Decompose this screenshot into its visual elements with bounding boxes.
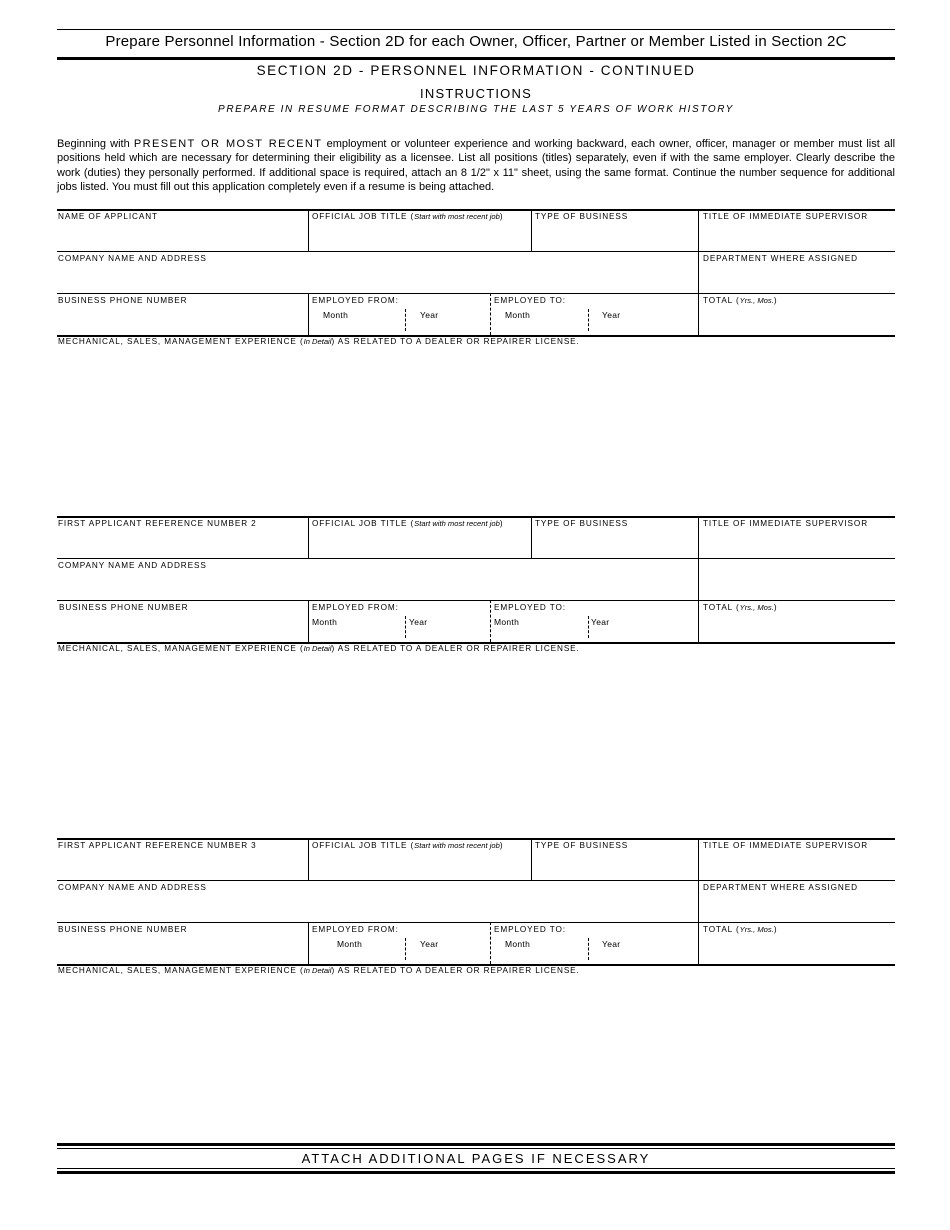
header-top-rule <box>57 29 895 30</box>
employed-to-label: EMPLOYED TO: <box>494 296 566 305</box>
total-label: TOTAL (Yrs., Mos.) <box>703 603 778 612</box>
applicant-name-label: NAME OF APPLICANT <box>58 212 158 221</box>
footer-bottom-rule-thick <box>57 1171 895 1174</box>
to-month-label: Month <box>505 939 531 949</box>
attach-pages-notice: ATTACH ADDITIONAL PAGES IF NECESSARY <box>301 1151 651 1166</box>
company-name-address-label: COMPANY NAME AND ADDRESS <box>58 254 207 263</box>
employed-from-label: EMPLOYED FROM: <box>312 925 399 934</box>
from-year-label: Year <box>409 617 428 627</box>
employed-from-label: EMPLOYED FROM: <box>312 603 399 612</box>
footer-bottom-rule-thin <box>57 1168 895 1169</box>
employed-from-label: EMPLOYED FROM: <box>312 296 399 305</box>
footer-top-rule-thin <box>57 1148 895 1149</box>
from-month-label: Month <box>312 617 338 627</box>
employed-to-label: EMPLOYED TO: <box>494 603 566 612</box>
header-bottom-rule <box>57 57 895 60</box>
experience-label: MECHANICAL, SALES, MANAGEMENT EXPERIENCE (In Detail) AS RELATED TO A DEALER OR REPAIRER LICENSE. <box>58 337 580 346</box>
job-title-label: OFFICIAL JOB TITLE (Start with most recent job) <box>312 519 504 528</box>
section-title: SECTION 2D - PERSONNEL INFORMATION - CONTINUED <box>256 63 696 78</box>
department-label: DEPARTMENT WHERE ASSIGNED <box>703 883 858 892</box>
instructions-part2: employment or volunteer experience and working backward, each owner, officer, manager or member must list all positions held which are necessary for determining their eligibility as a licensee. List all positions (titles) separately, even if with the same employer. Clearly describe the work (duties) they personally performed. If additional space is required, attach an 8 1/2" x 11" sheet, using the same format. Continue the number sequence for additional jobs listed. You must fill out this application completely even if a resume is being attached. <box>57 138 896 193</box>
supervisor-title-label: TITLE OF IMMEDIATE SUPERVISOR <box>703 212 869 221</box>
to-month-label: Month <box>505 310 531 320</box>
to-year-label: Year <box>602 939 621 949</box>
total-label: TOTAL (Yrs., Mos.) <box>703 296 778 305</box>
instructions-part1: Beginning with <box>57 138 134 150</box>
from-month-label: Month <box>337 939 363 949</box>
business-type-label: TYPE OF BUSINESS <box>535 212 629 221</box>
supervisor-title-label: TITLE OF IMMEDIATE SUPERVISOR <box>703 519 869 528</box>
company-name-address-label: COMPANY NAME AND ADDRESS <box>58 883 207 892</box>
instructions-emphasis: PRESENT OR MOST RECENT <box>133 138 323 150</box>
experience-label: MECHANICAL, SALES, MANAGEMENT EXPERIENCE (In Detail) AS RELATED TO A DEALER OR REPAIRER LICENSE. <box>58 644 580 653</box>
employed-to-label: EMPLOYED TO: <box>494 925 566 934</box>
job-title-label: OFFICIAL JOB TITLE (Start with most recent job) <box>312 212 504 221</box>
employment-block-3 <box>0 838 950 1138</box>
from-year-label: Year <box>420 310 439 320</box>
business-type-label: TYPE OF BUSINESS <box>535 519 629 528</box>
business-phone-label: BUSINESS PHONE NUMBER <box>58 925 188 934</box>
job-title-label: OFFICIAL JOB TITLE (Start with most recent job) <box>312 841 504 850</box>
employment-block-1 <box>0 209 950 509</box>
to-year-label: Year <box>591 617 610 627</box>
to-month-label: Month <box>494 617 520 627</box>
instructions-title: INSTRUCTIONS <box>420 86 532 101</box>
footer-top-rule-thick <box>57 1143 895 1146</box>
instructions-paragraph <box>57 137 895 194</box>
total-label: TOTAL (Yrs., Mos.) <box>703 925 778 934</box>
company-name-address-label: COMPANY NAME AND ADDRESS <box>58 561 207 570</box>
employment-block-2 <box>0 516 950 816</box>
applicant-reference-label: FIRST APPLICANT REFERENCE NUMBER 2 <box>58 519 257 528</box>
experience-label: MECHANICAL, SALES, MANAGEMENT EXPERIENCE (In Detail) AS RELATED TO A DEALER OR REPAIRER LICENSE. <box>58 966 580 975</box>
from-year-label: Year <box>420 939 439 949</box>
department-label: DEPARTMENT WHERE ASSIGNED <box>703 254 858 263</box>
instructions-subtitle: PREPARE IN RESUME FORMAT DESCRIBING THE LAST 5 YEARS OF WORK HISTORY <box>218 104 734 115</box>
business-type-label: TYPE OF BUSINESS <box>535 841 629 850</box>
from-month-label: Month <box>323 310 349 320</box>
applicant-reference-label: FIRST APPLICANT REFERENCE NUMBER 3 <box>58 841 257 850</box>
business-phone-label: BUSINESS PHONE NUMBER <box>58 296 188 305</box>
supervisor-title-label: TITLE OF IMMEDIATE SUPERVISOR <box>703 841 869 850</box>
to-year-label: Year <box>602 310 621 320</box>
business-phone-label: BUSINESS PHONE NUMBER <box>59 603 189 612</box>
page-header-title: Prepare Personnel Information - Section 2D for each Owner, Officer, Partner or Member Listed in Section 2C <box>105 33 847 50</box>
